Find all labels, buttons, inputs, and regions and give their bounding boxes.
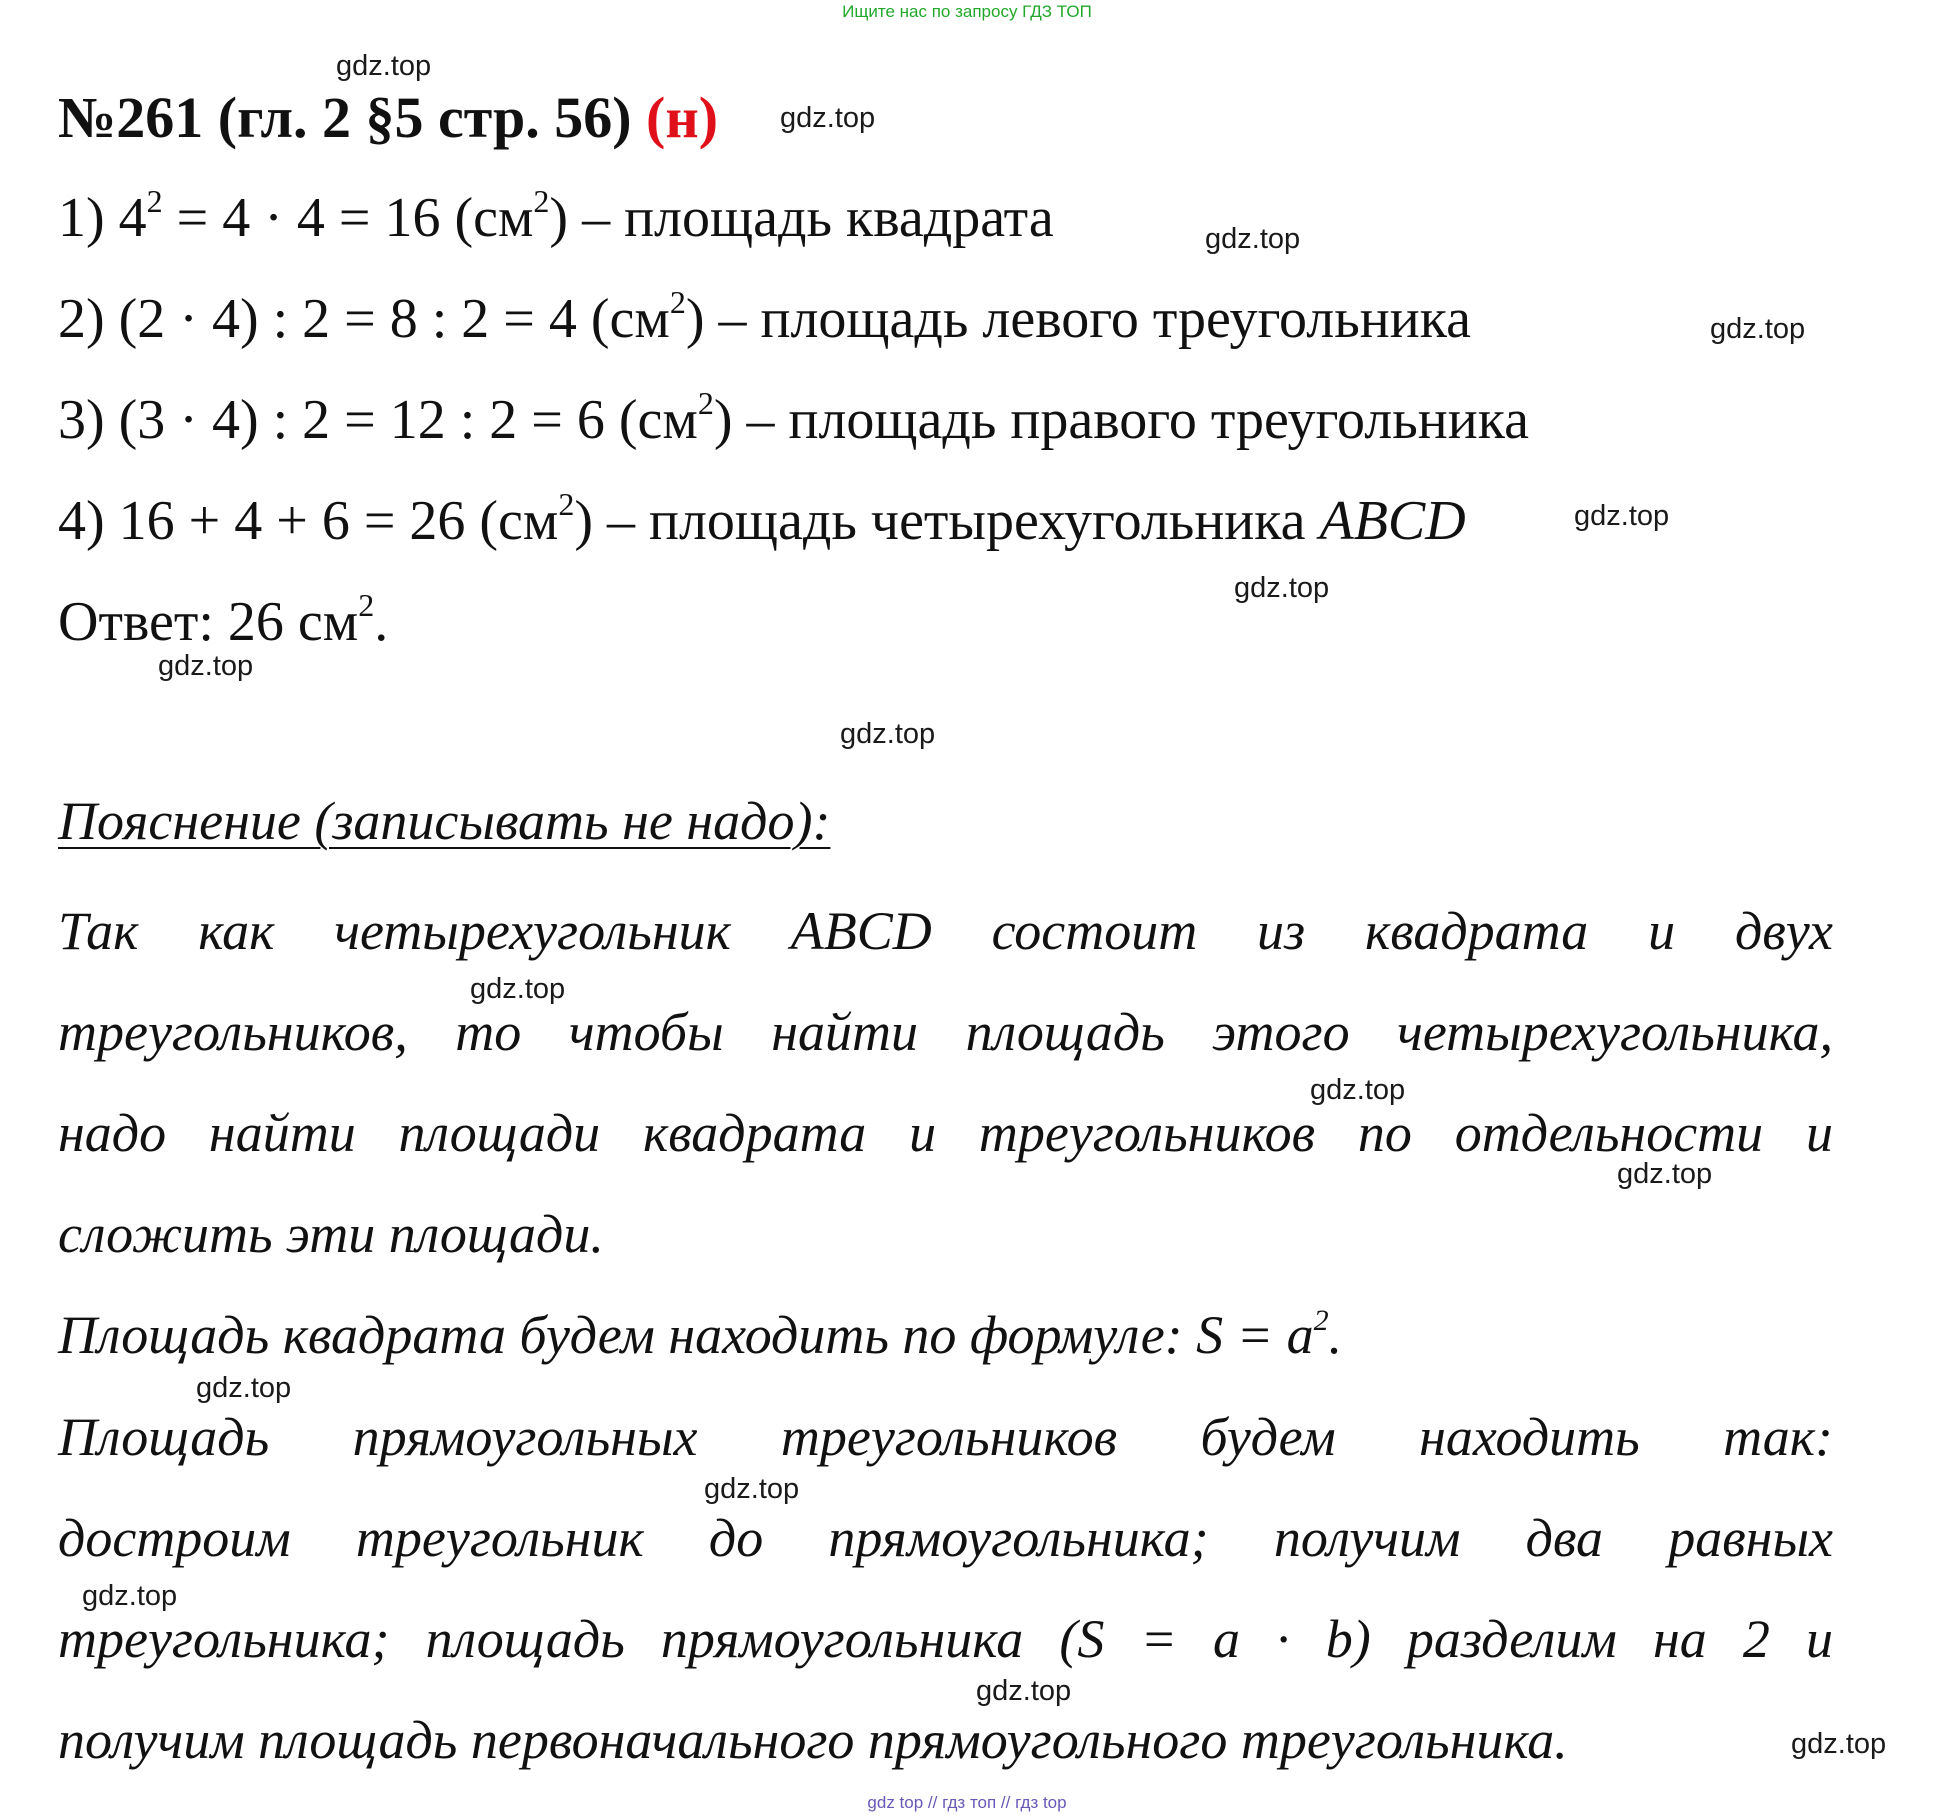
watermark: gdz.top [158, 650, 254, 682]
watermark: gdz.top [840, 718, 936, 750]
explanation-p1-line1: Так как четырехугольник ABCD состоит из квадрата и двух [58, 901, 1833, 961]
title-main: №261 (гл. 2 §5 стр. 56) [58, 85, 632, 150]
watermark: gdz.top [1205, 223, 1301, 255]
watermark: gdz.top [336, 50, 432, 82]
explanation-p3-line3: треугольника; площадь прямоугольника (S = a · b) разделим на 2 и [58, 1609, 1833, 1669]
solution-step-1: 1) $4^2 = 4 \cdot 4 = 16$ $(см^2)$ – площадь квадрата [58, 183, 1054, 249]
watermark: gdz.top [1310, 1074, 1406, 1106]
watermark: gdz.top [82, 1580, 178, 1612]
watermark: gdz.top [1574, 500, 1670, 532]
watermark: gdz.top [1234, 572, 1330, 604]
solution-step-2: 2) (2 · 4) : 2 = 8 : 2 = 4 $(см^2)$ – площадь левого треугольника [58, 284, 1471, 350]
watermark: gdz.top [1617, 1158, 1713, 1190]
top-banner[interactable]: Ищите нас по запросу ГДЗ ТОП [842, 2, 1092, 21]
explanation-p1-line4: сложить эти площади. [58, 1204, 604, 1264]
answer: Ответ: 26 $см^2$. [58, 587, 389, 653]
watermark: gdz.top [470, 973, 566, 1005]
explanation-p2: Площадь квадрата будем находить по формуле: $S = a^2$. [58, 1304, 1343, 1365]
watermark: gdz.top [976, 1675, 1072, 1707]
watermark: gdz.top [1791, 1728, 1887, 1760]
title-mark: (н) [646, 85, 719, 150]
explanation-p3-line4: получим площадь первоначального прямоугольного треугольника. [58, 1710, 1568, 1770]
watermark: gdz.top [196, 1372, 292, 1404]
explanation-heading: Пояснение (записывать не надо): [58, 791, 831, 851]
page-title [58, 84, 718, 151]
watermark: gdz.top [704, 1473, 800, 1505]
solution-step-3: 3) (3 · 4) : 2 = 12 : 2 = 6 $(см^2)$ – площадь правого треугольника [58, 385, 1529, 451]
explanation-p3-line1: Площадь прямоугольных треугольников будем находить так: [58, 1407, 1833, 1467]
explanation-p1-line3: надо найти площади квадрата и треугольников по отдельности и [58, 1103, 1833, 1163]
explanation-p3-line2: достроим треугольник до прямоугольника; получим два равных [58, 1508, 1833, 1568]
watermark: gdz.top [1710, 313, 1806, 345]
explanation-p1-line2: треугольников, то чтобы найти площадь этого четырехугольника, [58, 1002, 1833, 1062]
bottom-banner[interactable]: gdz top // гдз топ // гдз top [867, 1793, 1067, 1812]
solution-step-4: 4) 16 + 4 + 6 = 26 $(см^2)$ – площадь четырехугольника ABCD [58, 486, 1466, 552]
watermark: gdz.top [780, 102, 876, 134]
